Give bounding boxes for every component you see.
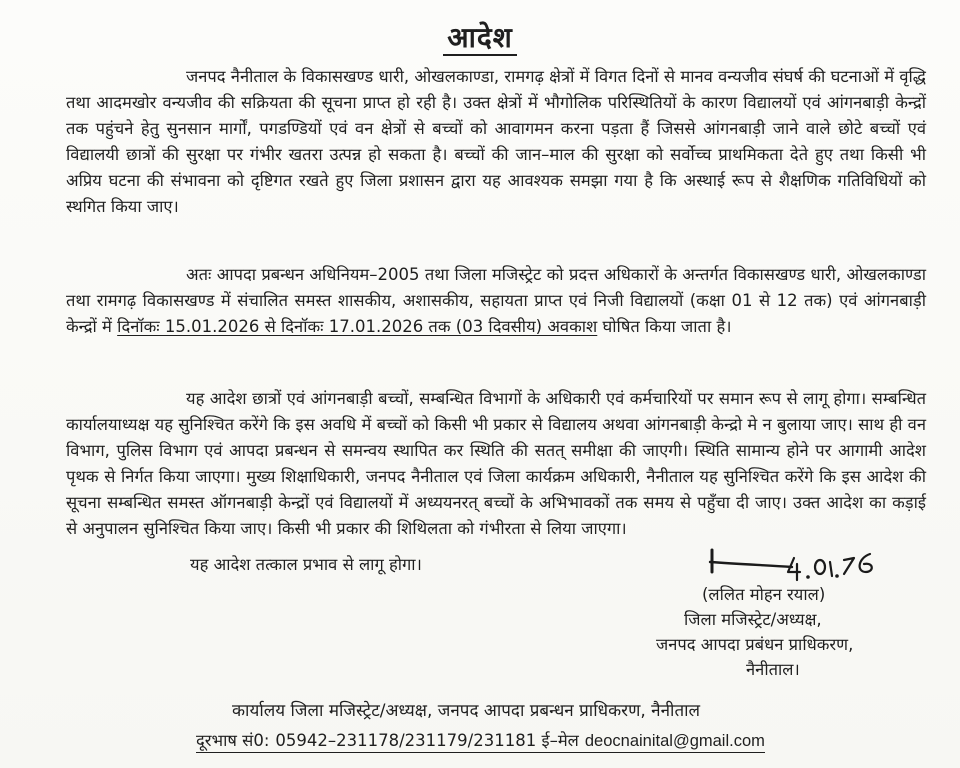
phone-label: दूरभाष सं0: — [196, 731, 270, 750]
phone-number: 05942–231178/231179/231181 — [275, 731, 537, 750]
footer-office: कार्यालय जिला मजिस्ट्रेट/अध्यक्ष, जनपद आपदा प्रबन्धन प्राधिकरण, नैनीताल — [232, 701, 701, 721]
order-text-start: अतः आपदा प्रबन्धन अधिनियम–2005 तथा जिला मजिस्ट्रेट को प्रदत्त अधिकारों के अन्तर्गत विकासखण्ड धारी, ओखलकाण्डा तथा रामगढ़ विकासखण्ड में संचालित समस्त शासकीय, अशासकीय, सहायता प्राप्त एवं निजी विद्यालयों (कक्षा 01 से 12 तक) एवं आंगनबाड़ी केन्द्रों में — [66, 265, 926, 336]
email-link[interactable]: deocnainital@gmail.com — [584, 732, 765, 750]
holiday-period: दिनॉकः 15.01.2026 से दिनॉकः 17.01.2026 तक (03 दिवसीय) अवकाश — [117, 317, 598, 336]
handwritten-signature — [708, 540, 883, 586]
email-label: ई–मेल — [541, 731, 579, 750]
order-text-end: घोषित किया जाता है। — [597, 317, 732, 336]
effect-line: यह आदेश तत्काल प्रभाव से लागू होगा। — [190, 555, 422, 574]
signatory-designation: जिला मजिस्ट्रेट/अध्यक्ष, — [684, 610, 822, 629]
signatory-name: (ललित मोहन रयाल) — [702, 585, 826, 604]
paragraph-order — [66, 262, 926, 340]
paragraph-background: जनपद नैनीताल के विकासखण्ड धारी, ओखलकाण्डा, रामगढ़ क्षेत्रों में विगत दिनों से मानव वन्यजीव संघर्ष की घटनाओं में वृद्धि तथा आदमखोर वन्यजीव की सक्रियता की सूचना प्राप्त हो रही है। उक्त क्षेत्रों में भौगोलिक परिस्थितियों के कारण विद्यालयों एवं आंगनबाड़ी केन्द्रों तक पहुंचने हेतु सुनसान मार्गों, पगडण्डियों एवं वन क्षेत्रों से बच्चों को आवागमन करना पड़ता हैं जिससे आंगनबाड़ी जाने वाले छोटे बच्चों एवं विद्यालयी छात्रों की सुरक्षा पर गंभीर खतरा उत्पन्न हो सकता है। बच्चों की जान–माल की सुरक्षा को सर्वोच्च प्राथमिकता देते हुए तथा किसी भी अप्रिय घटना की संभावना को दृष्टिगत रखते हुए जिला प्रशासन द्वारा यह आवश्यक समझा गया है कि अस्थाई रूप से शैक्षणिक गतिविधियों को स्थगित किया जाए। — [66, 67, 926, 216]
signatory-authority: जनपद आपदा प्रबंधन प्राधिकरण, — [656, 635, 854, 654]
signatory-block — [640, 582, 950, 682]
signature-scribble-icon — [708, 540, 883, 586]
paragraph-instructions: यह आदेश छात्रों एवं आंगनबाड़ी बच्चों, सम्बन्धित विभागों के अधिकारी एवं कर्मचारियों पर समान रूप से लागू होगा। सम्बन्धित कार्यालयाध्यक्ष यह सुनिश्चित करेंगे कि इस अवधि में बच्चों को किसी भी प्रकार से विद्यालय अथवा आंगनबाड़ी केन्द्रो मे न बुलाया जाए। साथ ही वन विभाग, पुलिस विभाग एवं आपदा प्रबन्धन से समन्वय स्थापित कर स्थिति की सतत् समीक्षा की जाएगी। स्थिति सामान्य होने पर आगामी आदेश पृथक से निर्गत किया जाएगा। मुख्य शिक्षाधिकारी, जनपद नैनीताल एवं जिला कार्यक्रम अधिकारी, नैनीताल यह सुनिश्चित करेंगे कि इस आदेश की सूचना सम्बन्धित समस्त ऑगनबाड़ी केन्द्रों एवं विद्यालयों में अध्ययनरत् बच्चों के अभिभावकों तक समय से पहुँचा दी जाए। उक्त आदेश का कड़ाई से अनुपालन सुनिश्चित किया जाए। किसी भी प्रकार की शिथिलता को गंभीरता से लिया जाएगा। — [66, 389, 926, 538]
footer-contact — [196, 728, 765, 753]
signatory-location: नैनीताल। — [746, 660, 800, 679]
title-text: आदेश — [443, 21, 517, 56]
document-title — [0, 18, 960, 56]
